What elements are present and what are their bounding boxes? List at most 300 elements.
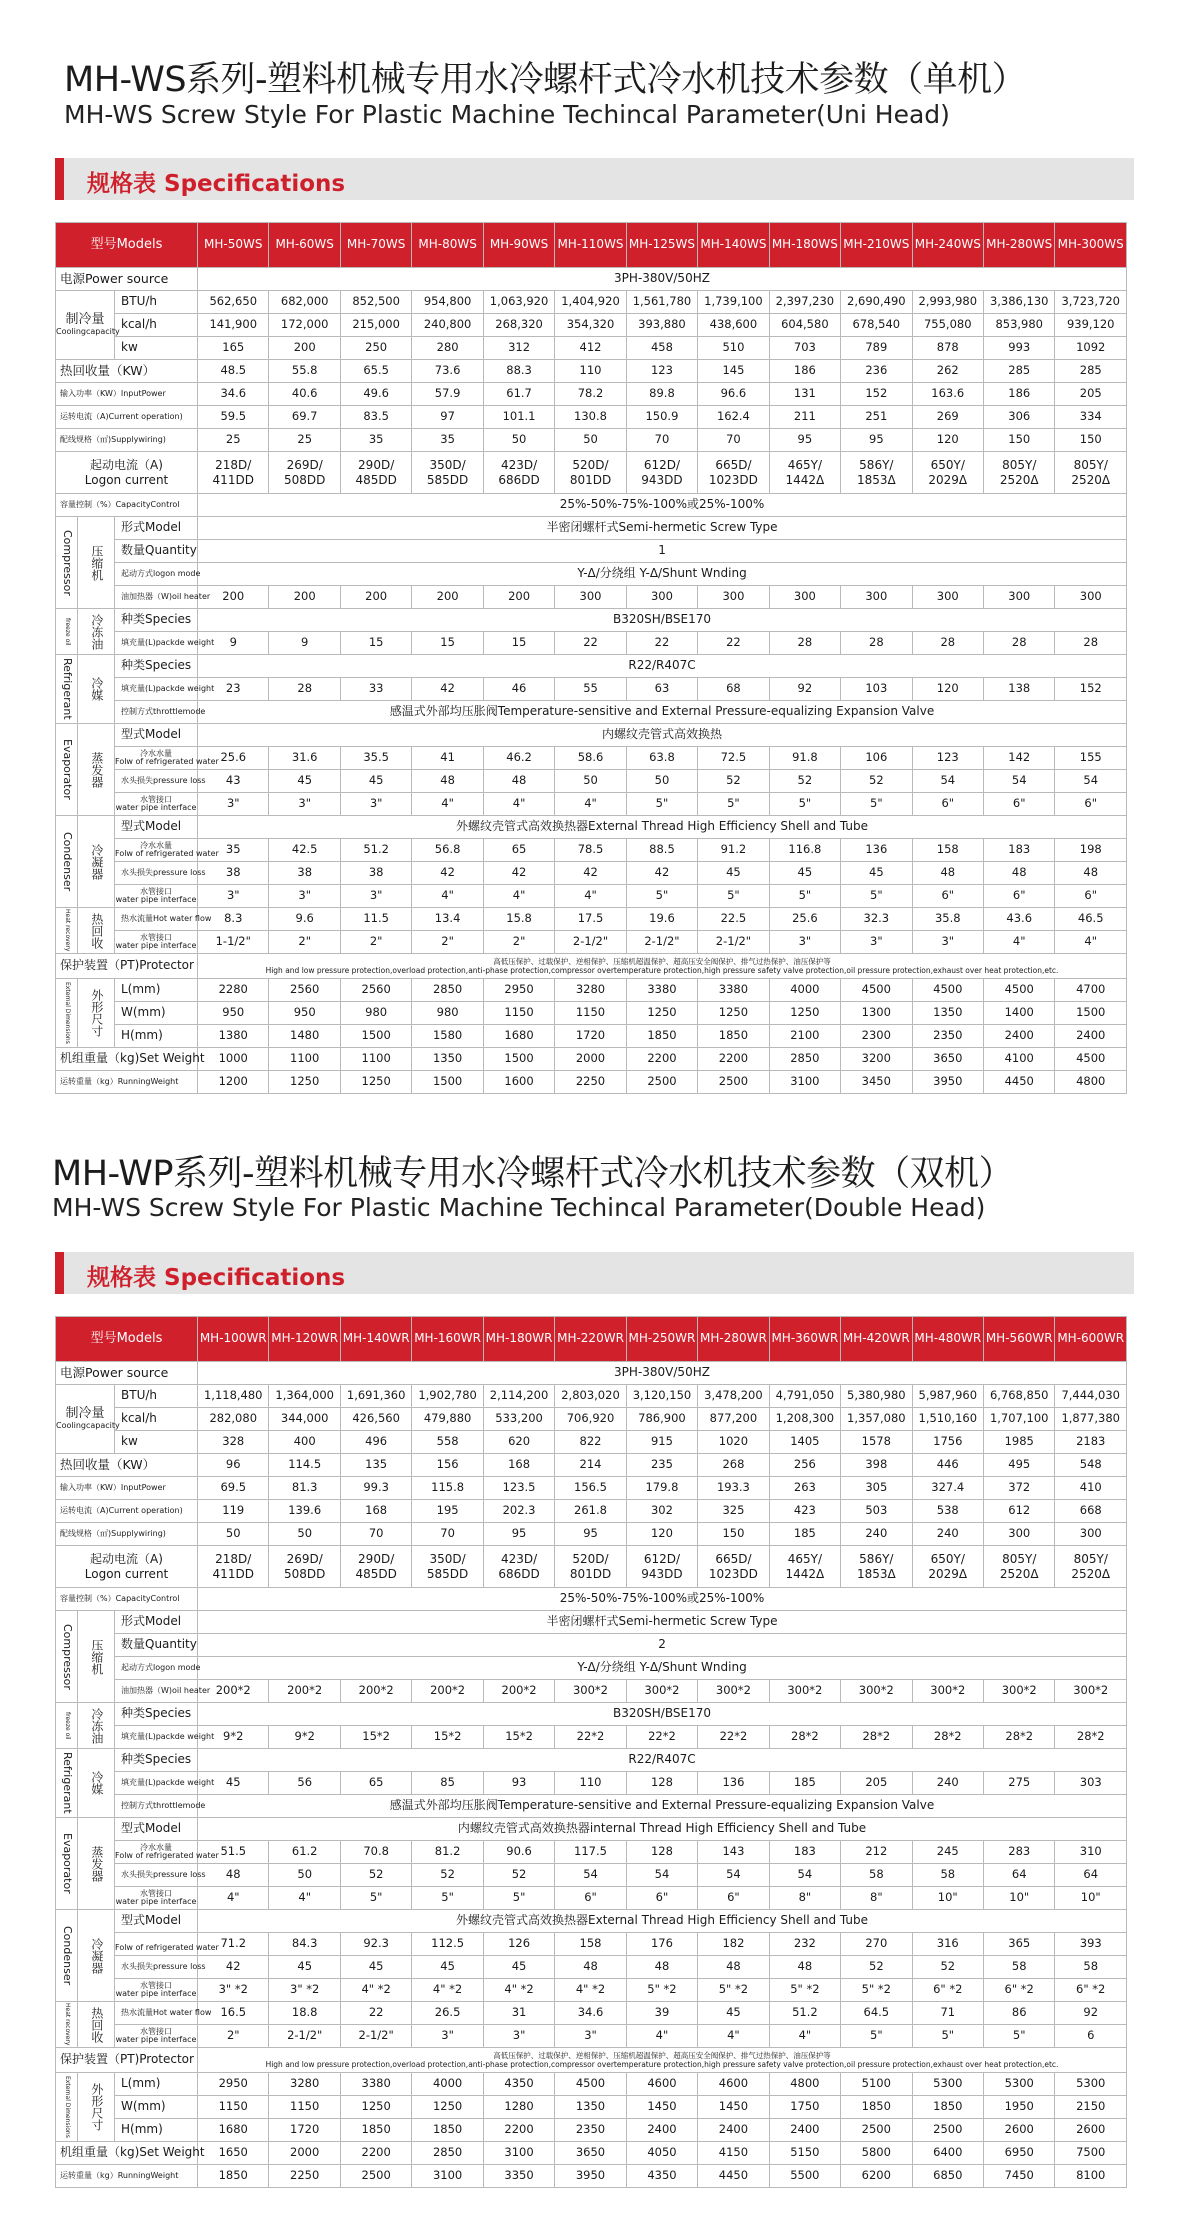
table-row [56, 452, 1127, 494]
value-cell: 5" [698, 793, 769, 816]
value-cell: 185 [769, 1523, 840, 1546]
refrigerant-packed-label: 填充量(L)packde weight [115, 678, 198, 701]
value-cell: 33 [340, 678, 411, 701]
value-cell: 1100 [340, 1048, 411, 1071]
value-cell: 99.3 [340, 1477, 411, 1500]
value-cell: 41 [412, 747, 483, 770]
value-cell: 35 [198, 839, 269, 862]
span-cell: 感温式外部均压胀阀Temperature-sensitive and External Pressure-equalizing Expansion Valve [198, 1795, 1127, 1818]
table-row [56, 1864, 1127, 1887]
value-cell: 7,444,030 [1055, 1385, 1127, 1408]
value-cell: 1405 [769, 1431, 840, 1454]
table-row [56, 1500, 1127, 1523]
value-cell: 6" [912, 885, 983, 908]
value-cell: 1720 [555, 1025, 626, 1048]
value-cell: 586Y/ 1853Δ [841, 452, 912, 494]
value-cell: 1020 [698, 1431, 769, 1454]
value-cell: 5300 [984, 2073, 1055, 2096]
table-row [56, 1634, 1127, 1657]
value-cell: 150 [984, 429, 1055, 452]
value-cell: 22*2 [698, 1726, 769, 1749]
value-cell: 35 [340, 429, 411, 452]
value-cell: 4" [412, 885, 483, 908]
value-cell: 211 [769, 406, 840, 429]
value-cell: 393 [1055, 1933, 1127, 1956]
value-cell: 22.5 [698, 908, 769, 931]
compressor-cn-label: 压缩机 [78, 517, 115, 609]
value-cell: 1,561,780 [626, 291, 697, 314]
value-cell: 5800 [841, 2142, 912, 2165]
value-cell: 48 [1055, 862, 1127, 885]
value-cell: 28*2 [984, 1726, 1055, 1749]
value-cell: 5" [769, 793, 840, 816]
value-cell: 6" [1055, 885, 1127, 908]
model-header: MH-140WS [698, 223, 769, 268]
value-cell: 70 [626, 429, 697, 452]
model-header: MH-50WS [198, 223, 269, 268]
value-cell: 465Y/ 1442Δ [769, 452, 840, 494]
heat-recovery-pipe-label [115, 931, 198, 954]
table-row [56, 540, 1127, 563]
value-cell: 183 [769, 1841, 840, 1864]
evaporator-flow-label [115, 1841, 219, 1864]
value-cell: 6" [555, 1887, 626, 1910]
value-cell: 2200 [698, 1048, 769, 1071]
freeze-oil-en-label: freeze oil [56, 1703, 78, 1749]
value-cell: 120 [912, 678, 983, 701]
input-power-label: 输入功率（KW）InputPower [56, 1477, 198, 1500]
value-cell: 1650 [198, 2142, 269, 2165]
value-cell: 877,200 [698, 1408, 769, 1431]
value-cell: 852,500 [340, 291, 411, 314]
compressor-start-mode-label: 起动方式logon mode [115, 563, 198, 586]
value-cell: 290D/ 485DD [340, 1546, 411, 1588]
dimension-w-label: W(mm) [115, 2096, 198, 2119]
model-header: MH-360WR [769, 1317, 840, 1362]
table-row [56, 724, 1127, 747]
value-cell: 81.2 [412, 1841, 483, 1864]
value-cell: 22 [626, 632, 697, 655]
value-cell: 32.3 [841, 908, 912, 931]
power-source-label: 电源Power source [56, 1362, 198, 1385]
value-cell: 8.3 [198, 908, 269, 931]
hot-water-flow-label: 热水流量Hot water flow [115, 2002, 198, 2025]
value-cell: 52 [698, 770, 769, 793]
value-cell: 4800 [1055, 1071, 1127, 1094]
value-cell: 78.5 [555, 839, 626, 862]
table-row [56, 314, 1127, 337]
condenser-flow-label [115, 839, 219, 862]
value-cell: 2250 [269, 2165, 340, 2188]
dimension-h-label: H(mm) [115, 1025, 198, 1048]
table-row [56, 839, 1127, 862]
value-cell: 300 [626, 586, 697, 609]
value-cell: 312 [483, 337, 554, 360]
value-cell: 300 [555, 586, 626, 609]
value-cell: 3280 [555, 979, 626, 1002]
table-row [56, 223, 1127, 268]
value-cell: 45 [269, 1956, 340, 1979]
value-cell: 4600 [698, 2073, 769, 2096]
condenser-pipe-label [115, 1979, 198, 2002]
value-cell: 49.6 [340, 383, 411, 406]
value-cell: 426,560 [340, 1408, 411, 1431]
value-cell: 240 [912, 1772, 983, 1795]
condenser-en-label: Condenser [56, 1910, 78, 2002]
value-cell: 2200 [483, 2119, 554, 2142]
model-header: MH-100WR [198, 1317, 269, 1362]
value-cell: 112.5 [412, 1933, 483, 1956]
value-cell: 5" *2 [626, 1979, 697, 2002]
value-cell: 65.5 [340, 360, 411, 383]
value-cell: 55 [555, 678, 626, 701]
value-cell: 5" [483, 1887, 554, 1910]
value-cell: 1,707,100 [984, 1408, 1055, 1431]
evaporator-flow-label-cn: 冷水水量 [140, 748, 172, 758]
value-cell: 270 [841, 1933, 912, 1956]
value-cell: 46.5 [1055, 908, 1127, 931]
value-cell: 5" [841, 793, 912, 816]
value-cell: 269 [912, 406, 983, 429]
value-cell: 520D/ 801DD [555, 452, 626, 494]
value-cell: 110 [555, 1772, 626, 1795]
value-cell: 393,880 [626, 314, 697, 337]
oil-packed-label: 填充量(L)packde weight [115, 1726, 198, 1749]
value-cell: 1578 [841, 1431, 912, 1454]
oil-heater-label: 油加热器（W)oil heater [115, 1680, 198, 1703]
value-cell: 71.2 [198, 1933, 269, 1956]
value-cell: 145 [698, 360, 769, 383]
heat-recovery-cn-label: 热回收 [78, 908, 115, 954]
value-cell: 3" [269, 885, 340, 908]
value-cell: 4000 [769, 979, 840, 1002]
value-cell: 40.6 [269, 383, 340, 406]
value-cell: 4450 [984, 1071, 1055, 1094]
value-cell: 45 [412, 1956, 483, 1979]
value-cell: 4700 [1055, 979, 1127, 1002]
dimension-h-label: H(mm) [115, 2119, 198, 2142]
oil-packed-label: 填充量(L)packde weight [115, 632, 198, 655]
start-current-label [56, 452, 198, 494]
value-cell: 2300 [841, 1025, 912, 1048]
value-cell: 54 [912, 770, 983, 793]
value-cell: 300*2 [1055, 1680, 1127, 1703]
condenser-pipe-label-cn: 水管接口 [140, 1980, 172, 1990]
table-row [56, 1841, 1127, 1864]
value-cell: 4500 [1055, 1048, 1127, 1071]
value-cell: 7450 [984, 2165, 1055, 2188]
value-cell: 64.5 [841, 2002, 912, 2025]
value-cell: 1,877,380 [1055, 1408, 1127, 1431]
value-cell: 1850 [626, 1025, 697, 1048]
value-cell: 5" [412, 1887, 483, 1910]
value-cell: 158 [912, 839, 983, 862]
value-cell: 261.8 [555, 1500, 626, 1523]
table-row [56, 2002, 1127, 2025]
value-cell: 92 [769, 678, 840, 701]
evaporator-pipe-label-en: water pipe interface [115, 803, 197, 812]
value-cell: 446 [912, 1454, 983, 1477]
heat-rejection-label: 热回收量（KW） [56, 360, 198, 383]
value-cell: 55.8 [269, 360, 340, 383]
value-cell: 123 [626, 360, 697, 383]
value-cell: 172,000 [269, 314, 340, 337]
start-current-cn: 起动电流（A) [90, 458, 163, 473]
value-cell: 28 [984, 632, 1055, 655]
value-cell: 165 [198, 337, 269, 360]
value-cell: 4" [198, 1887, 269, 1910]
value-cell: 2-1/2" [626, 931, 697, 954]
value-cell: 1250 [412, 2096, 483, 2119]
value-cell: 141,900 [198, 314, 269, 337]
value-cell: 3" [340, 885, 411, 908]
value-cell: 316 [912, 1933, 983, 1956]
value-cell: 57.9 [412, 383, 483, 406]
current-operation-label: 运转电流（A)Current operation) [56, 406, 198, 429]
value-cell: 2500 [626, 1071, 697, 1094]
evaporator-pipe-label-en: water pipe interface [115, 1897, 197, 1906]
value-cell: 612 [984, 1500, 1055, 1523]
value-cell: 285 [984, 360, 1055, 383]
value-cell: 31.6 [269, 747, 340, 770]
value-cell: 1,510,160 [912, 1408, 983, 1431]
heat-recovery-cn-label: 热回收 [78, 2002, 115, 2048]
value-cell: 3380 [626, 979, 697, 1002]
table-row [56, 1477, 1127, 1500]
value-cell: 4" [269, 1887, 340, 1910]
value-cell: 52 [841, 1956, 912, 1979]
value-cell: 2600 [984, 2119, 1055, 2142]
condenser-flow-label [115, 1933, 219, 1956]
value-cell: 54 [555, 1864, 626, 1887]
value-cell: 46.2 [483, 747, 554, 770]
refrigerant-species-label: 种类Species [115, 1749, 198, 1772]
value-cell: 2280 [198, 979, 269, 1002]
value-cell: 9 [269, 632, 340, 655]
value-cell: 92.3 [340, 1933, 411, 1956]
value-cell: 915 [626, 1431, 697, 1454]
value-cell: 1100 [269, 1048, 340, 1071]
value-cell: 95 [483, 1523, 554, 1546]
value-cell: 1,739,100 [698, 291, 769, 314]
value-cell: 1680 [483, 1025, 554, 1048]
value-cell: 300*2 [698, 1680, 769, 1703]
value-cell: 45 [269, 770, 340, 793]
value-cell: 240 [841, 1523, 912, 1546]
table-row [56, 1362, 1127, 1385]
value-cell: 300*2 [912, 1680, 983, 1703]
value-cell: 4500 [984, 979, 1055, 1002]
protector-label: 保护装置（PT)Protector [56, 2048, 198, 2073]
value-cell: 58 [1055, 1956, 1127, 1979]
span-cell: Y-Δ/分绕组 Y-Δ/Shunt Wnding [198, 563, 1127, 586]
value-cell: 706,920 [555, 1408, 626, 1431]
refrigerant-packed-label: 填充量(L)packde weight [115, 1772, 198, 1795]
evaporator-en-label: Evaporator [56, 724, 78, 816]
value-cell: 300 [984, 586, 1055, 609]
table-row [56, 268, 1127, 291]
value-cell: 1720 [269, 2119, 340, 2142]
value-cell: 42 [412, 862, 483, 885]
value-cell: 63 [626, 678, 697, 701]
value-cell: 3" *2 [269, 1979, 340, 2002]
value-cell: 245 [912, 1841, 983, 1864]
value-cell: 48 [412, 770, 483, 793]
value-cell: 214 [555, 1454, 626, 1477]
value-cell: 365 [984, 1933, 1055, 1956]
table-row [56, 1910, 1127, 1933]
specifications-label-en: Specifications [164, 1265, 346, 1291]
value-cell: 950 [269, 1002, 340, 1025]
value-cell: 1950 [984, 2096, 1055, 2119]
value-cell: 73.6 [412, 360, 483, 383]
value-cell: 1,902,780 [412, 1385, 483, 1408]
value-cell: 282,080 [198, 1408, 269, 1431]
value-cell: 350D/ 585DD [412, 452, 483, 494]
value-cell: 305 [841, 1477, 912, 1500]
value-cell: 5300 [912, 2073, 983, 2096]
heat-recovery-pipe-label-en: water pipe interface [115, 941, 197, 950]
condenser-flow-label-cn: 冷水水量 [140, 840, 172, 850]
model-header: MH-180WS [769, 223, 840, 268]
cooling-capacity-en: Coolingcapacity [56, 326, 120, 336]
value-cell: 205 [841, 1772, 912, 1795]
value-cell: 4" [769, 2025, 840, 2048]
value-cell: 250 [340, 337, 411, 360]
value-cell: 202.3 [483, 1500, 554, 1523]
value-cell: 300 [841, 586, 912, 609]
table-row [56, 429, 1127, 452]
value-cell: 1,357,080 [841, 1408, 912, 1431]
running-weight-label: 运转重量（kg）RunningWeight [56, 1071, 198, 1094]
value-cell: 6" [912, 793, 983, 816]
model-header: MH-110WS [555, 223, 626, 268]
model-header: MH-250WR [626, 1317, 697, 1362]
value-cell: 10" [984, 1887, 1055, 1910]
value-cell: 15 [340, 632, 411, 655]
value-cell: 58 [912, 1864, 983, 1887]
value-cell: 1850 [340, 2119, 411, 2142]
span-cell: 内螺纹壳管式高效换热 [198, 724, 1127, 747]
value-cell: 1000 [198, 1048, 269, 1071]
dimensions-cn-label: 外形尺寸 [78, 2073, 115, 2142]
value-cell: 123.5 [483, 1477, 554, 1500]
evaporator-model-label: 型式Model [115, 1818, 198, 1841]
kw-label: kw [115, 337, 198, 360]
value-cell: 412 [555, 337, 626, 360]
table-row [56, 2025, 1127, 2048]
protector-en: High and low pressure protection,overload protection,anti-phase protection,compressor overtemperature protection,high pressure safety valve protection,oil pressure protection,exhaust over heat protection,etc. [265, 966, 1059, 975]
table-row [56, 1818, 1127, 1841]
value-cell: 3" [412, 2025, 483, 2048]
value-cell: 6" *2 [912, 1979, 983, 2002]
value-cell: 45 [198, 1772, 269, 1795]
value-cell: 3380 [698, 979, 769, 1002]
value-cell: 4500 [841, 979, 912, 1002]
value-cell: 3" [340, 793, 411, 816]
value-cell: 28*2 [912, 1726, 983, 1749]
value-cell: 1580 [412, 1025, 483, 1048]
value-cell: 152 [841, 383, 912, 406]
specifications-bar [55, 158, 1134, 200]
span-cell: Y-Δ/分绕组 Y-Δ/Shunt Wnding [198, 1657, 1127, 1680]
value-cell: 1250 [340, 2096, 411, 2119]
value-cell: 3100 [769, 1071, 840, 1094]
condenser-model-label: 型式Model [115, 816, 198, 839]
value-cell: 186 [769, 360, 840, 383]
value-cell: 200*2 [483, 1680, 554, 1703]
model-header: MH-80WS [412, 223, 483, 268]
model-header: MH-220WR [555, 1317, 626, 1362]
btu-label: BTU/h [115, 1385, 198, 1408]
start-current-en: Logon current [84, 472, 169, 487]
span-cell: R22/R407C [198, 1749, 1127, 1772]
model-header: MH-240WS [912, 223, 983, 268]
value-cell: 50 [198, 1523, 269, 1546]
evaporator-pipe-label [115, 793, 198, 816]
table-row [56, 2165, 1127, 2188]
refrigerant-cn-label: 冷媒 [78, 655, 115, 724]
value-cell: 15*2 [340, 1726, 411, 1749]
value-cell: 51.5 [198, 1841, 269, 1864]
value-cell: 4" *2 [483, 1979, 554, 2002]
condenser-pipe-label-en: water pipe interface [115, 895, 197, 904]
value-cell: 22 [555, 632, 626, 655]
value-cell: 50 [555, 770, 626, 793]
value-cell: 130.8 [555, 406, 626, 429]
table-row [56, 1703, 1127, 1726]
value-cell: 1,208,300 [769, 1408, 840, 1431]
table-row [56, 770, 1127, 793]
value-cell: 97 [412, 406, 483, 429]
value-cell: 78.2 [555, 383, 626, 406]
table-row [56, 2142, 1127, 2165]
value-cell: 150 [1055, 429, 1127, 452]
value-cell: 465Y/ 1442Δ [769, 1546, 840, 1588]
specifications-bar [55, 1252, 1134, 1294]
value-cell: 2" [340, 931, 411, 954]
value-cell: 510 [698, 337, 769, 360]
value-cell: 939,120 [1055, 314, 1127, 337]
set-weight-label: 机组重量（kg)Set Weight [56, 2142, 198, 2165]
span-cell: 感温式外部均压胀阀Temperature-sensitive and External Pressure-equalizing Expansion Valve [198, 701, 1127, 724]
value-cell: 1250 [269, 1071, 340, 1094]
value-cell: 96 [198, 1454, 269, 1477]
model-header: MH-280WS [984, 223, 1055, 268]
value-cell: 42 [198, 1956, 269, 1979]
compressor-en-label: Compressor [56, 517, 78, 609]
value-cell: 43.6 [984, 908, 1055, 931]
value-cell: 302 [626, 1500, 697, 1523]
value-cell: 131 [769, 383, 840, 406]
value-cell: 42 [626, 862, 697, 885]
value-cell: 48.5 [198, 360, 269, 383]
value-cell: 1092 [1055, 337, 1127, 360]
supply-wiring-label: 配线规格（㎡)Supplywiring) [56, 429, 198, 452]
value-cell: 410 [1055, 1477, 1127, 1500]
specifications-label [87, 165, 345, 198]
value-cell: 1850 [912, 2096, 983, 2119]
value-cell: 50 [269, 1523, 340, 1546]
throttle-mode-label: 控制方式throttlemode [115, 1795, 198, 1818]
value-cell: 2" [412, 931, 483, 954]
value-cell: 143 [698, 1841, 769, 1864]
value-cell: 2560 [269, 979, 340, 1002]
value-cell: 5" [769, 885, 840, 908]
value-cell: 56.8 [412, 839, 483, 862]
value-cell: 496 [340, 1431, 411, 1454]
kw-label: kw [115, 1431, 198, 1454]
